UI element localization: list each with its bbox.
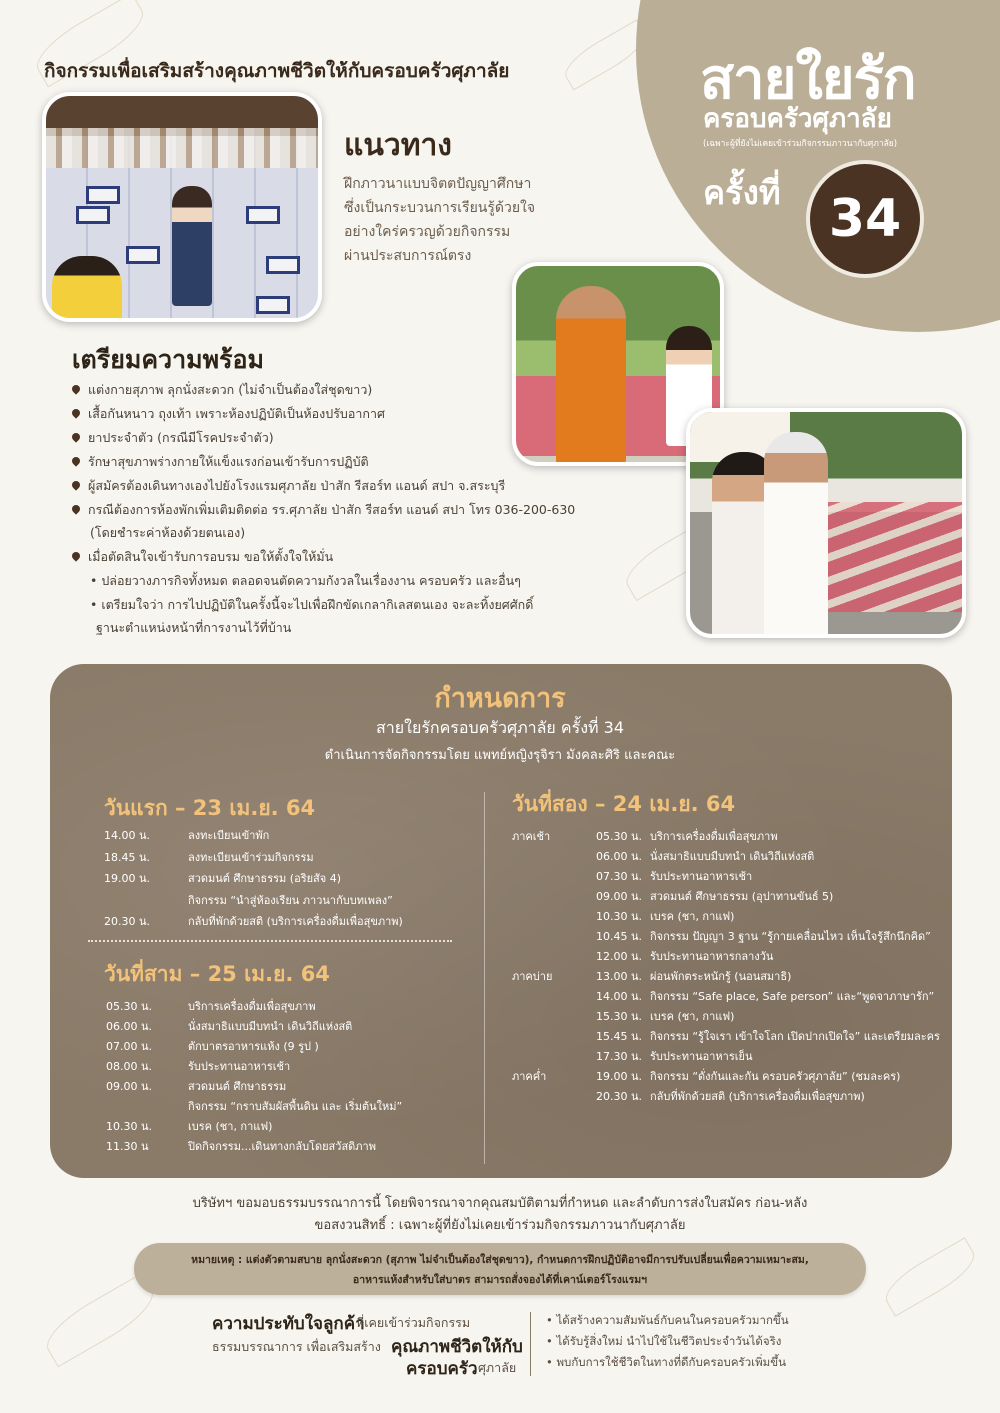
dotted-divider	[88, 940, 452, 942]
guideline-line: ฝึกภาวนาแบบจิตตปัญญาศึกษา	[344, 176, 532, 192]
photo-participants-row	[46, 128, 318, 168]
photo-mat	[266, 256, 300, 274]
benefit-item: • พบกับการใช้ชีวิตในทางที่ดีกับครอบครัวเพิ่มขึ้น	[546, 1355, 786, 1369]
schedule-time: 06.00 น.	[106, 1020, 153, 1033]
guideline-line: อย่างใคร่ครวญด้วยกิจกรรม	[344, 224, 511, 240]
prep-item: เสื้อกันหนาว ถุงเท้า เพราะห้องปฏิบัติเป็นห้องปรับอากาศ	[72, 404, 385, 424]
impression-highlight: คุณภาพชีวิตให้กับ	[391, 1337, 523, 1357]
schedule-activity: กลับที่พักด้วยสติ (บริการเครื่องดื่มเพื่อสุขภาพ)	[188, 915, 403, 928]
guideline-line: ผ่านประสบการณ์ตรง	[344, 248, 472, 264]
main-heading: กิจกรรมเพื่อเสริมสร้างคุณภาพชีวิตให้กับครอบครัวศุภาลัย	[44, 60, 510, 82]
schedule-period: ภาคเช้า	[512, 830, 551, 843]
schedule-time: 09.00 น.	[106, 1080, 153, 1093]
photo-monk	[556, 286, 626, 466]
photo-mat	[86, 186, 120, 204]
schedule-activity: กิจกรรม “นำสู่ห้องเรียน ภาวนากับบทเพลง”	[188, 893, 393, 907]
schedule-time: 10.30 น.	[106, 1120, 153, 1133]
schedule-title: กำหนดการ	[434, 683, 566, 714]
brand-subtitle: ครอบครัวศุภาลัย	[703, 104, 892, 134]
schedule-activity: กิจกรรม “รู้ใจเรา เข้าใจโลก เปิดปากเปิดใจ” และเตรียมละคร	[650, 1030, 940, 1043]
impression-text: ธรรมบรรณาการ เพื่อเสริมสร้าง	[212, 1339, 381, 1354]
prep-item: กรณีต้องการห้องพักเพิ่มเติมติดต่อ รร.ศุภาลัย ป่าสัก รีสอร์ท แอนด์ สปา โทร 036-200-630	[72, 500, 575, 520]
schedule-activity: กิจกรรม ปัญญา 3 ฐาน “รู้กายเคลื่อนไหว เห็นใจรู้สึกนึกคิด”	[650, 930, 931, 943]
photo-instructor	[172, 186, 212, 306]
preparation-title: เตรียมความพร้อม	[72, 345, 265, 374]
schedule-time: 10.30 น.	[596, 910, 643, 923]
leaf-bullet-icon	[70, 431, 81, 442]
schedule-activity: สวดมนต์ ศึกษาธรรม (อุปาทานขันธ์ 5)	[650, 890, 834, 903]
photo-meditation-hall	[42, 92, 322, 322]
schedule-activity: สวดมนต์ ศึกษาธรรม	[188, 1080, 287, 1093]
schedule-activity: ลงทะเบียนเข้าพัก	[188, 829, 270, 842]
prep-item: เมื่อตัดสินใจเข้ารับการอบรม ขอให้ตั้งใจให้มั่น	[72, 547, 333, 567]
prep-item: แต่งกายสุภาพ ลุกนั่งสะดวก (ไม่จำเป็นต้องใส่ชุดขาว)	[72, 380, 372, 400]
day3-heading: วันที่สาม – 25 เม.ย. 64	[104, 962, 330, 986]
leaf-decoration	[878, 1237, 982, 1316]
schedule-activity: กลับที่พักด้วยสติ (บริการเครื่องดื่มเพื่อสุขภาพ)	[650, 1090, 865, 1103]
schedule-time: 06.00 น.	[596, 850, 643, 863]
prep-sub-item-continuation: ฐานะตำแหน่งหน้าที่การงานไว้ที่บ้าน	[96, 620, 292, 635]
schedule-activity: บริการเครื่องดื่มเพื่อสุขภาพ	[650, 830, 778, 843]
schedule-activity: ลงทะเบียนเข้าร่วมกิจกรรม	[188, 850, 314, 864]
schedule-activity: รับประทานอาหารเช้า	[650, 870, 753, 883]
prep-sub-item: • ปล่อยวางภารกิจทั้งหมด ตลอดจนตัดความกังวลในเรื่องงาน ครอบครัว และอื่นๆ	[90, 573, 521, 588]
brand-note: (เฉพาะผู้ที่ยังไม่เคยเข้าร่วมกิจกรรมภาวนากับศุภาลัย)	[703, 139, 898, 149]
schedule-time: 07.30 น.	[596, 870, 643, 883]
photo-elder-man	[764, 432, 828, 638]
impression-title: ความประทับใจลูกค้า	[212, 1314, 365, 1334]
schedule-time: 14.00 น.	[596, 990, 643, 1003]
policy-reservation: ขอสงวนสิทธิ์ : เฉพาะผู้ที่ยังไม่เคยเข้าร่วมกิจกรรมภาวนากับศุภาลัย	[314, 1218, 686, 1233]
impression-text: ศุภาลัย	[478, 1360, 517, 1375]
schedule-activity: รับประทานอาหารกลางวัน	[650, 950, 774, 963]
policy-text: บริษัทฯ ขอมอบธรรมบรรณาการนี้ โดยพิจารณาจากคุณสมบัติตามที่กำหนด และลำดับการส่งใบสมัคร ก่อน-หลัง	[192, 1196, 808, 1211]
photo-participants-praying	[686, 408, 966, 638]
benefit-item: • ได้สร้างความสัมพันธ์กับคนในครอบครัวมากขึ้น	[546, 1313, 789, 1327]
schedule-time: 19.00 น.	[104, 872, 151, 885]
schedule-activity: เบรค (ชา, กาแฟ)	[188, 1120, 273, 1133]
schedule-period: ภาคค่ำ	[512, 1070, 547, 1083]
impression-highlight: ครอบครัว	[406, 1359, 478, 1379]
photo-participant	[52, 256, 122, 322]
photo-mat	[256, 296, 290, 314]
schedule-time: 18.45 น.	[104, 850, 151, 864]
schedule-activity: สวดมนต์ ศึกษาธรรม (อริยสัจ 4)	[188, 872, 341, 885]
leaf-bullet-icon	[70, 407, 81, 418]
schedule-time: 05.30 น.	[596, 830, 643, 843]
impression-title-rest: ที่เคยเข้าร่วมกิจกรรม	[356, 1315, 471, 1330]
prep-item-continuation: (โดยชำระค่าห้องด้วยตนเอง)	[90, 525, 246, 540]
schedule-time: 07.00 น.	[106, 1040, 153, 1053]
round-label: ครั้งที่	[703, 173, 781, 212]
schedule-time: 05.30 น.	[106, 1000, 153, 1013]
schedule-activity: ผ่อนพักตระหนักรู้ (นอนสมาธิ)	[650, 970, 792, 983]
leaf-bullet-icon	[70, 550, 81, 561]
guideline-line: ซึ่งเป็นกระบวนการเรียนรู้ด้วยใจ	[344, 200, 536, 216]
schedule-activity: กิจกรรม “ดั่งกันและกัน ครอบครัวศุภาลัย” (ชมละคร)	[650, 1070, 901, 1083]
round-badge	[806, 160, 924, 278]
schedule-time: 15.30 น.	[596, 1010, 643, 1023]
day2-heading: วันที่สอง – 24 เม.ย. 64	[512, 792, 736, 816]
prep-item: ยาประจำตัว (กรณีมีโรคประจำตัว)	[72, 428, 274, 448]
note-text: อาหารแห้งสำหรับใส่บาตร สามารถสั่งจองได้ที่เคาน์เตอร์โรงแรมฯ	[352, 1274, 648, 1286]
schedule-activity: ตักบาตรอาหารแห้ง (9 รูป )	[188, 1040, 319, 1053]
schedule-activity: กิจกรรม “กราบสัมผัสพื้นดิน และ เริ่มต้นใหม่”	[188, 1100, 403, 1113]
schedule-time: 20.30 น.	[596, 1090, 643, 1103]
schedule-time: 12.00 น.	[596, 950, 643, 963]
leaf-bullet-icon	[70, 455, 81, 466]
schedule-activity: ปิดกิจกรรม...เดินทางกลับโดยสวัสดิภาพ	[188, 1140, 376, 1153]
schedule-activity: นั่งสมาธิแบบมีบทนำ เดินวิถีแห่งสติ	[188, 1020, 353, 1033]
schedule-organizer: ดำเนินการจัดกิจกรรมโดย แพทย์หญิงรุจิรา มังคละศิริ และคณะ	[324, 748, 676, 763]
schedule-activity: นั่งสมาธิแบบมีบทนำ เดินวิถีแห่งสติ	[650, 850, 815, 863]
leaf-bullet-icon	[70, 503, 81, 514]
schedule-time: 20.30 น.	[104, 915, 151, 928]
benefit-item: • ได้รับรู้สิ่งใหม่ นำไปใช้ในชีวิตประจำวันได้จริง	[546, 1334, 782, 1348]
photo-mat	[76, 206, 110, 224]
day1-heading: วันแรก – 23 เม.ย. 64	[104, 796, 316, 820]
schedule-time: 15.45 น.	[596, 1030, 643, 1043]
schedule-time: 10.45 น.	[596, 930, 643, 943]
schedule-activity: บริการเครื่องดื่มเพื่อสุขภาพ	[188, 1000, 316, 1013]
schedule-period: ภาคบ่าย	[512, 970, 553, 983]
impression-divider	[530, 1312, 531, 1376]
schedule-time: 08.00 น.	[106, 1060, 153, 1073]
schedule-activity: เบรค (ชา, กาแฟ)	[650, 910, 735, 923]
prep-item: รักษาสุขภาพร่างกายให้แข็งแรงก่อนเข้ารับการปฏิบัติ	[72, 452, 369, 472]
schedule-activity: กิจกรรม “Safe place, Safe person” และ“พูดจาภาษารัก”	[650, 990, 935, 1003]
schedule-activity: รับประทานอาหารเช้า	[188, 1060, 291, 1073]
prep-sub-item: • เตรียมใจว่า การไปปฏิบัติในครั้งนี้จะไปเพื่อฝึกขัดเกลากิเลสตนเอง จะละทิ้งยศศักดิ์	[90, 597, 534, 612]
schedule-activity: เบรค (ชา, กาแฟ)	[650, 1010, 735, 1023]
photo-mat	[246, 206, 280, 224]
schedule-activity: รับประทานอาหารเย็น	[650, 1050, 753, 1063]
schedule-subtitle: สายใยรักครอบครัวศุภาลัย ครั้งที่ 34	[376, 718, 624, 737]
schedule-time: 13.00 น.	[596, 970, 643, 983]
note-text: หมายเหตุ : แต่งตัวตามสบาย ลุกนั่งสะดวก (สุภาพ ไม่จำเป็นต้องใส่ชุดขาว), กำหนดการฝึกปฏิบัติอาจมีการปรับเปลี่ยนเพื่อความเหมาะสม,	[191, 1254, 809, 1266]
brand-title: สายใยรัก	[700, 47, 916, 112]
guideline-title: แนวทาง	[344, 128, 452, 163]
round-number: 34	[828, 189, 902, 249]
schedule-time: 19.00 น.	[596, 1070, 643, 1083]
leaf-bullet-icon	[70, 383, 81, 394]
photo-mat	[126, 246, 160, 264]
prep-item: ผู้สมัครต้องเดินทางเองไปยังโรงแรมศุภาลัย ป่าสัก รีสอร์ท แอนด์ สปา จ.สระบุรี	[72, 476, 505, 496]
schedule-time: 14.00 น.	[104, 829, 151, 842]
column-divider	[484, 792, 485, 1164]
schedule-time: 09.00 น.	[596, 890, 643, 903]
leaf-bullet-icon	[70, 479, 81, 490]
schedule-time: 11.30 น	[106, 1140, 149, 1153]
schedule-time: 17.30 น.	[596, 1050, 643, 1063]
